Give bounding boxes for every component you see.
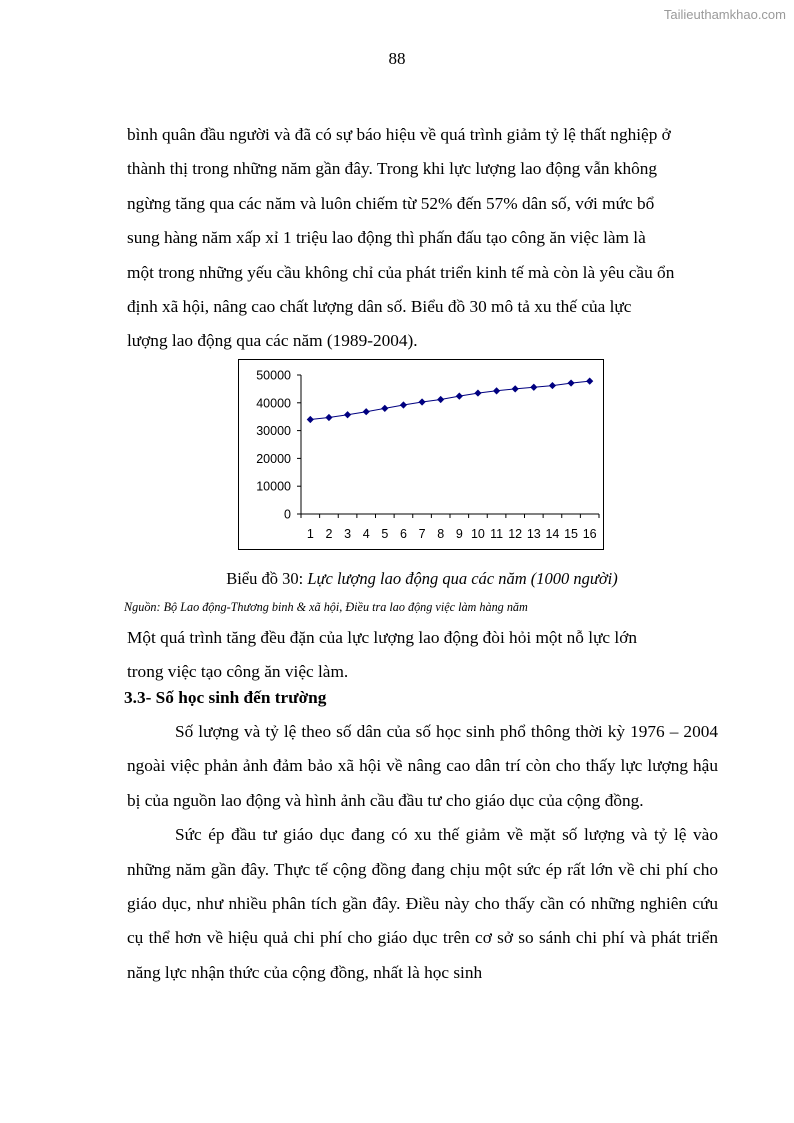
body-paragraph-intro (127, 118, 718, 359)
x-tick-label: 7 (418, 527, 426, 541)
x-tick-label: 10 (470, 527, 485, 541)
x-tick-label: 14 (545, 527, 560, 541)
y-tick-label: 10000 (256, 479, 291, 494)
body-section-text (127, 715, 718, 990)
y-tick-label: 20000 (256, 451, 291, 466)
data-point (567, 379, 574, 386)
x-tick-label: 12 (508, 527, 523, 541)
text-line: định xã hội, nâng cao chất lượng dân số. Biểu đồ 30 mô tả xu thế của lực (127, 297, 632, 317)
data-point (344, 411, 351, 418)
text-line: sung hàng năm xấp xỉ 1 triệu lao động thì phấn đấu tạo công ăn việc làm là (127, 228, 646, 248)
text-line: bình quân đầu người và đã có sự báo hiệu về quá trình giảm tỷ lệ thất nghiệp ở (127, 125, 671, 144)
section-heading: 3.3- Số học sinh đến trường (124, 688, 327, 707)
data-point (400, 401, 407, 408)
chart-caption (0, 569, 794, 589)
data-point (512, 385, 519, 392)
data-point (530, 384, 537, 391)
caption-prefix: Biểu đồ 30: (226, 569, 308, 588)
text-line: một trong những yếu cầu không chỉ của phát triển kinh tế mà còn là yêu cầu ổn (127, 262, 675, 282)
x-tick-label: 15 (564, 527, 579, 541)
page-number: 88 (388, 49, 406, 68)
data-point (474, 389, 481, 396)
y-tick-label: 30000 (256, 424, 291, 439)
data-point (493, 387, 500, 394)
chart-source: Nguồn: Bộ Lao động-Thương binh & xã hội, Điều tra lao động việc làm hàng năm (124, 600, 528, 614)
y-tick-label: 40000 (256, 396, 291, 411)
x-tick-label: 4 (362, 527, 370, 541)
text-line: trong việc tạo công ăn việc làm. (127, 662, 349, 682)
body-paragraph: Sức ép đầu tư giáo dục đang có xu thế giảm về mặt số lượng và tỷ lệ vào những năm gần đây. Thực tế cộng đồng đang chịu một sức ép rất lớn về chi phí cho giáo dục, như nhiều phân tích gần đây. Điều này cho thấy cần có những nghiên cứu cụ thể hơn về hiệu quả chi phí cho giáo dục trên cơ sở so sánh chi phí và phát triển năng lực nhận thức của cộng đồng, nhất là học sinh (127, 825, 718, 982)
y-tick-label: 50000 (256, 368, 291, 383)
text-line: ngừng tăng qua các năm và luôn chiếm từ 52% đến 57% dân số, với mức bổ (127, 193, 655, 213)
data-point (586, 378, 593, 385)
x-tick-label: 1 (306, 527, 314, 541)
body-paragraph: Số lượng và tỷ lệ theo số dân của số học sinh phổ thông thời kỳ 1976 – 2004 ngoài việc phản ảnh đảm bảo xã hội về nâng cao dân trí còn cho thấy lực lượng hậu bị của nguồn lao động và hình ảnh cầu đầu tư cho giáo dục của cộng đồng. (127, 722, 718, 810)
text-line: lượng lao động qua các năm (1989-2004). (127, 331, 418, 351)
chart-canvas (239, 360, 605, 551)
x-tick-label: 8 (437, 527, 445, 541)
data-point (325, 414, 332, 421)
text-line: thành thị trong những năm gần đây. Trong khi lực lượng lao động vẫn không (127, 159, 658, 179)
caption-title: Lực lượng lao động qua các năm (1000 người) (307, 569, 618, 588)
body-paragraph-after-chart (127, 621, 718, 690)
data-point (381, 405, 388, 412)
x-tick-label: 16 (582, 527, 597, 541)
text-line: Một quá trình tăng đều đặn của lực lượng lao động đòi hỏi một nỗ lực lớn (127, 628, 638, 647)
data-point (418, 398, 425, 405)
y-tick-label: 0 (284, 507, 291, 522)
x-tick-label: 2 (325, 527, 333, 541)
x-tick-label: 5 (381, 527, 389, 541)
x-tick-label: 6 (399, 527, 407, 541)
data-point (456, 393, 463, 400)
data-point (363, 408, 370, 415)
data-point (307, 416, 314, 423)
data-point (437, 396, 444, 403)
x-tick-label: 13 (526, 527, 541, 541)
x-tick-label: 9 (455, 527, 463, 541)
series-line (310, 381, 589, 419)
watermark: Tailieuthamkhao.com (663, 7, 786, 22)
labor-force-chart (238, 359, 604, 550)
x-tick-label: 3 (344, 527, 352, 541)
x-tick-label: 11 (490, 527, 504, 541)
data-point (549, 382, 556, 389)
